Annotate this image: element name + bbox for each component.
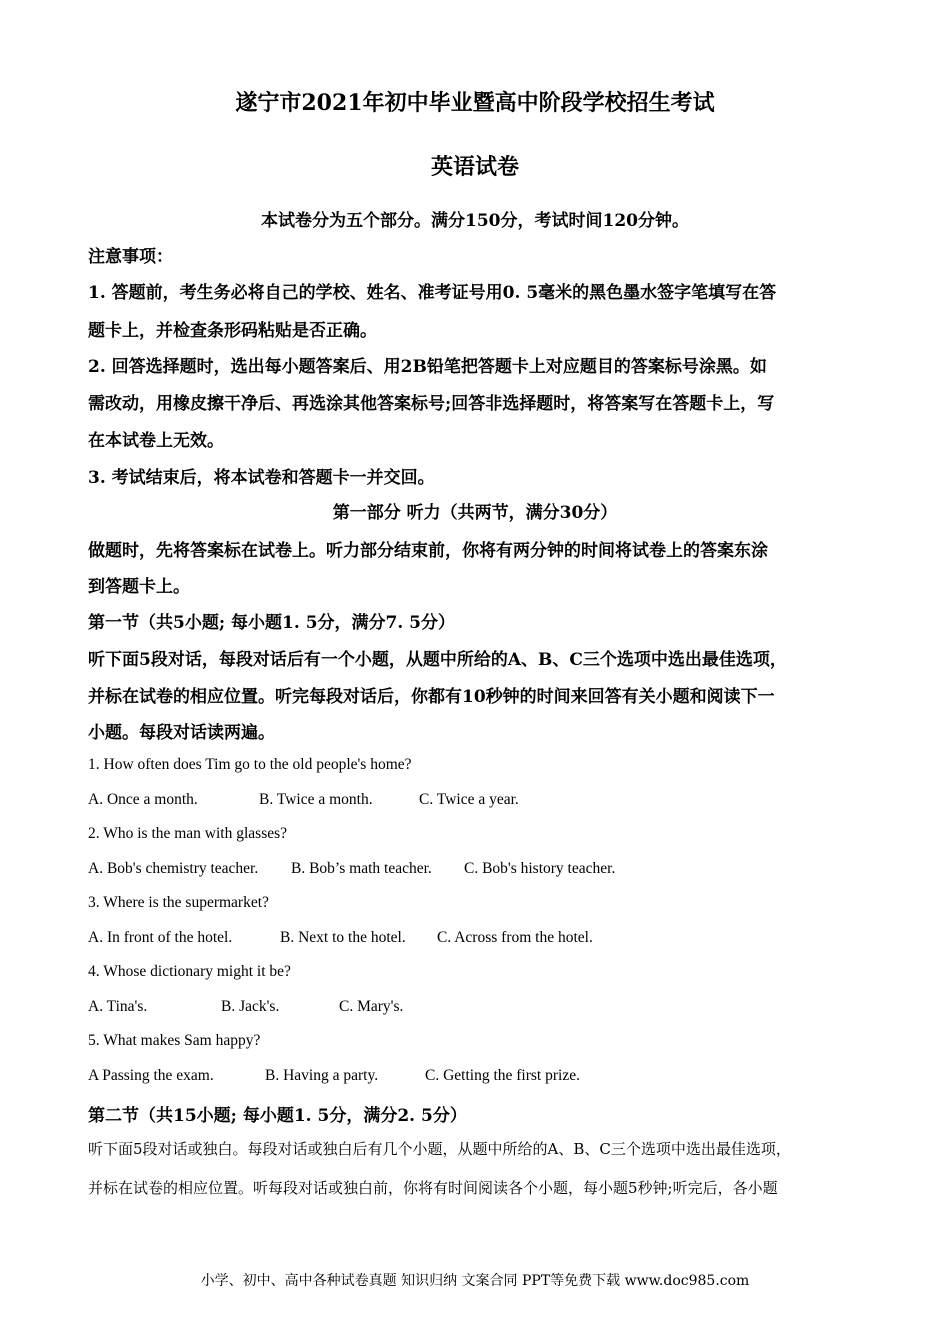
notes-line: 1. 答题前，考生务必将自己的学校、姓名、准考证号用0. 5毫米的黑色墨水签字笔填写在答 [88, 283, 777, 303]
option-a: A Passing the exam. [88, 1067, 214, 1084]
option-c: C. Twice a year. [419, 791, 519, 808]
section1-instructions: 并标在试卷的相应位置。听完每段对话后，你都有10秒钟的时间来回答有关小题和阅读下一 [88, 687, 775, 707]
exam-subtitle: 英语试卷 [430, 154, 519, 180]
section2-heading: 第二节（共15小题; 每小题1. 5分，满分2. 5分） [88, 1106, 467, 1126]
part1-instructions: 做题时，先将答案标在试卷上。听力部分结束前，你将有两分钟的时间将试卷上的答案东涂 [88, 541, 768, 561]
notes-line: 在本试卷上无效。 [88, 431, 224, 451]
option-b: B. Having a party. [265, 1067, 379, 1084]
notes-line: 需改动，用橡皮擦干净后、再选涂其他答案标号;回答非选择题时，将答案写在答题卡上，写 [88, 394, 775, 414]
question-text: 4. Whose dictionary might it be? [88, 963, 291, 980]
notes-line: 题卡上，并检查条形码粘贴是否正确。 [88, 321, 377, 341]
option-c: C. Bob's history teacher. [464, 860, 616, 877]
section2-instructions: 听下面5段对话或独白。每段对话或独白后有几个小题，从题中所给的A、B、C三个选项中选出最佳选项， [88, 1140, 791, 1158]
option-c: C. Across from the hotel. [437, 929, 593, 946]
section1-instructions: 小题。每段对话读两遍。 [88, 723, 275, 743]
option-c: C. Getting the first prize. [425, 1067, 580, 1084]
option-a: A. Bob's chemistry teacher. [88, 860, 259, 877]
option-b: B. Next to the hotel. [280, 929, 406, 946]
question-text: 1. How often does Tim go to the old people's home? [88, 756, 412, 773]
option-a: A. Tina's. [88, 998, 148, 1015]
part1-instructions: 到答题卡上。 [88, 577, 190, 597]
option-a: A. In front of the hotel. [88, 929, 233, 946]
exam-title: 遂宁市2021年初中毕业暨高中阶段学校招生考试 [235, 90, 715, 116]
page-footer: 小学、初中、高中各种试卷真题 知识归纳 文案合同 PPT等免费下载 www.doc985.com [200, 1273, 750, 1289]
option-b: B. Twice a month. [259, 791, 373, 808]
question-text: 3. Where is the supermarket? [88, 894, 269, 911]
option-b: B. Bob’s math teacher. [291, 860, 432, 877]
question-text: 2. Who is the man with glasses? [88, 825, 288, 842]
section1-heading: 第一节（共5小题; 每小题1. 5分，满分7. 5分） [88, 613, 456, 633]
option-b: B. Jack's. [221, 998, 280, 1015]
exam-intro: 本试卷分为五个部分。满分150分，考试时间120分钟。 [261, 211, 689, 231]
notes-heading: 注意事项： [88, 247, 173, 267]
section1-instructions: 听下面5段对话，每段对话后有一个小题，从题中所给的A、B、C三个选项中选出最佳选项， [88, 650, 787, 670]
notes-line: 2. 回答选择题时，选出每小题答案后、用2B铅笔把答题卡上对应题目的答案标号涂黑。如 [88, 357, 767, 377]
option-a: A. Once a month. [88, 791, 198, 808]
question-text: 5. What makes Sam happy? [88, 1032, 261, 1049]
section2-instructions: 并标在试卷的相应位置。听每段对话或独白前，你将有时间阅读各个小题，每小题5秒钟;听完后，各小题 [88, 1179, 778, 1197]
part1-heading: 第一部分 听力（共两节，满分30分） [332, 503, 618, 523]
option-c: C. Mary's. [339, 998, 404, 1015]
notes-line: 3. 考试结束后，将本试卷和答题卡一并交回。 [88, 468, 435, 488]
